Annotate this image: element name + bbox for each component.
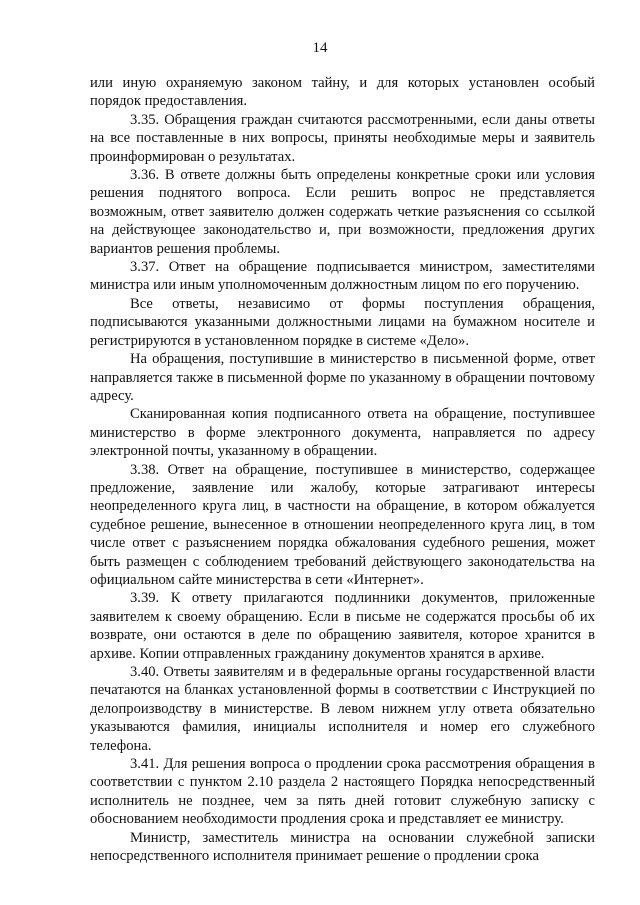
- paragraph-continuation: или иную охраняемую законом тайну, и для которых установлен особый порядок предоставления.: [90, 75, 595, 110]
- paragraph-scanned-copy: Сканированная копия подписанного ответа на обращение, поступившее министерство в форме электронного документа, направляется по адресу электронной почты, указанному в обращении.: [90, 406, 595, 460]
- paragraph-3-37: 3.37. Ответ на обращение подписывается министром, заместителями министра или иным уполномоченным должностным лицом по его поручению.: [90, 259, 595, 294]
- paragraph-3-39: 3.39. К ответу прилагаются подлинники документов, приложенные заявителем к своему обращению. Если в письме не содержатся просьбы об их возврате, они остаются в деле по обращению заявителя, которое хранится в архиве. Копии отправленных гражданину документов хранятся в архиве.: [90, 590, 595, 662]
- document-body: [90, 74, 595, 865]
- paragraph-signing: Все ответы, независимо от формы поступления обращения, подписываются указанными должностными лицами на бумажном носителе и регистрируются в установленном порядке в системе «Дело».: [90, 295, 595, 349]
- paragraph-written-replies: На обращения, поступившие в министерство в письменной форме, ответ направляется также в письменной форме по указанному в обращении почтовому адресу.: [90, 351, 595, 404]
- paragraph-minister-decision: Министр, заместитель министра на основании служебной записки непосредственного исполнителя принимает решение о продлении срока: [90, 829, 595, 865]
- paragraph-3-36: 3.36. В ответе должны быть определены конкретные сроки или условия решения поднятого вопроса. Если решить вопрос не представляется возможным, ответ заявителю должен содержать четкие разъяснения со ссылкой на действующее законодательство и, при возможности, предложения других вариантов решения проблемы.: [90, 167, 595, 257]
- paragraph-3-40: 3.40. Ответы заявителям и в федеральные органы государственной власти печатаются на бланках установленной формы в соответствии с Инструкцией по делопроизводству в министерстве. В левом нижнем углу ответа обязательно указываются фамилия, инициалы исполнителя и номер его служебного телефона.: [90, 664, 595, 754]
- paragraph-3-41: 3.41. Для решения вопроса о продлении срока рассмотрения обращения в соответствии с пунктом 2.10 раздела 2 настоящего Порядка непосредственный исполнитель не позднее, чем за пять дней готовит служебную записку с обоснованием необходимости продления срока и представляет ее министру.: [90, 756, 595, 828]
- page-number: 14: [312, 40, 328, 56]
- paragraph-3-35: 3.35. Обращения граждан считаются рассмотренными, если даны ответы на все поставленные в них вопросы, приняты необходимые меры и заявитель проинформирован о результатах.: [90, 111, 595, 165]
- paragraph-3-38: 3.38. Ответ на обращение, поступившее в министерство, содержащее предложение, заявление или жалобу, которые затрагивают интересы неопределенного круга лиц, в частности на обращение, в котором обжалуется судебное решение, вынесенное в отношении неопределенного круга лиц, в том числе ответ с разъяснением порядка обжалования судебного решения, может быть размещен с соблюдением требований действующего законодательства на официальном сайте министерства в сети «Интернет».: [90, 461, 595, 588]
